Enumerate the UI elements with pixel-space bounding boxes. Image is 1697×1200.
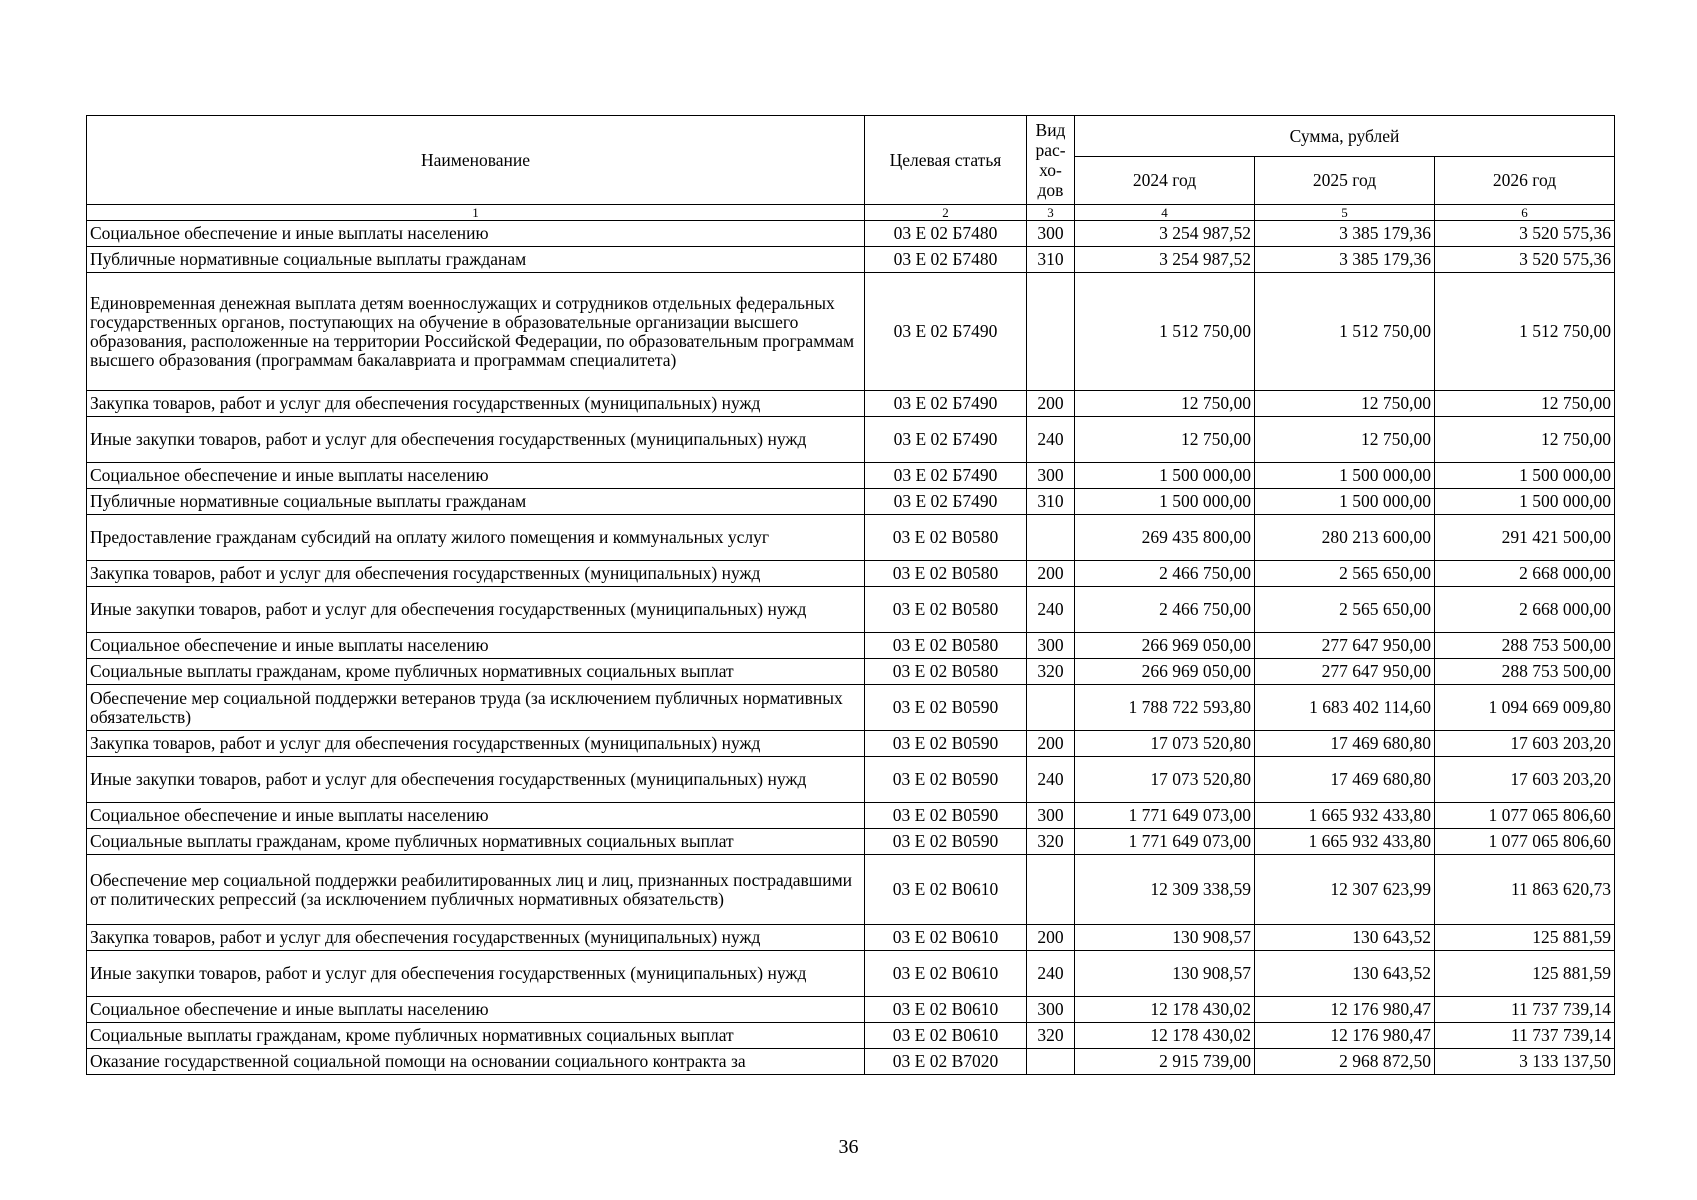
- table-row: [87, 489, 1615, 515]
- row-amount-2024: 2 466 750,00: [1075, 587, 1255, 633]
- row-name-cell: Оказание государственной социальной помощи на основании социального контракта за: [87, 1049, 865, 1075]
- budget-table-sheet: [86, 115, 1614, 1075]
- row-name-cell: Социальные выплаты гражданам, кроме публичных нормативных социальных выплат: [87, 829, 865, 855]
- row-vid-cell: 300: [1027, 633, 1075, 659]
- row-amount-2026: 288 753 500,00: [1435, 659, 1615, 685]
- row-vid-cell: 240: [1027, 757, 1075, 803]
- row-amount-2026: 1 500 000,00: [1435, 489, 1615, 515]
- row-amount-2025: 1 500 000,00: [1255, 463, 1435, 489]
- row-name-cell: Социальное обеспечение и иные выплаты населению: [87, 633, 865, 659]
- row-name-cell: Социальное обеспечение и иные выплаты населению: [87, 803, 865, 829]
- row-name-cell: Иные закупки товаров, работ и услуг для обеспечения государственных (муниципальных) нужд: [87, 951, 865, 997]
- row-amount-2025: 12 176 980,47: [1255, 1023, 1435, 1049]
- row-vid-cell: [1027, 273, 1075, 391]
- row-amount-2024: 3 254 987,52: [1075, 247, 1255, 273]
- table-row: [87, 659, 1615, 685]
- row-name-cell: Публичные нормативные социальные выплаты гражданам: [87, 489, 865, 515]
- row-amount-2026: 11 737 739,14: [1435, 997, 1615, 1023]
- table-row: [87, 561, 1615, 587]
- row-name-cell: Социальные выплаты гражданам, кроме публичных нормативных социальных выплат: [87, 659, 865, 685]
- row-amount-2026: 11 737 739,14: [1435, 1023, 1615, 1049]
- row-amount-2024: 2 915 739,00: [1075, 1049, 1255, 1075]
- row-code-cell: 03 Е 02 В0580: [865, 587, 1027, 633]
- row-amount-2026: 125 881,59: [1435, 925, 1615, 951]
- row-name-cell: Единовременная денежная выплата детям военнослужащих и сотрудников отдельных федеральных государственных органов, поступающих на обучение в образовательные организации высшего образования, расположенные на территории Российской Федерации, по образовательным программам высшего образования (программам бакалавриата и программам специалитета): [87, 273, 865, 391]
- row-amount-2024: 17 073 520,80: [1075, 757, 1255, 803]
- row-vid-cell: 200: [1027, 561, 1075, 587]
- row-amount-2025: 12 750,00: [1255, 391, 1435, 417]
- row-amount-2026: 11 863 620,73: [1435, 855, 1615, 925]
- row-amount-2026: 1 077 065 806,60: [1435, 829, 1615, 855]
- row-amount-2025: 1 683 402 114,60: [1255, 685, 1435, 731]
- table-row: [87, 221, 1615, 247]
- column-number: 3: [1027, 205, 1075, 221]
- row-name-cell: Закупка товаров, работ и услуг для обеспечения государственных (муниципальных) нужд: [87, 731, 865, 757]
- row-vid-cell: 320: [1027, 1023, 1075, 1049]
- row-vid-cell: 310: [1027, 247, 1075, 273]
- row-amount-2024: 12 750,00: [1075, 417, 1255, 463]
- row-amount-2025: 2 565 650,00: [1255, 587, 1435, 633]
- row-name-cell: Обеспечение мер социальной поддержки ветеранов труда (за исключением публичных нормативных обязательств): [87, 685, 865, 731]
- row-amount-2026: 12 750,00: [1435, 417, 1615, 463]
- row-amount-2024: 1 771 649 073,00: [1075, 829, 1255, 855]
- table-row: [87, 757, 1615, 803]
- row-name-cell: Социальное обеспечение и иные выплаты населению: [87, 221, 865, 247]
- row-amount-2025: 12 307 623,99: [1255, 855, 1435, 925]
- row-amount-2026: 3 133 137,50: [1435, 1049, 1615, 1075]
- row-amount-2026: 125 881,59: [1435, 951, 1615, 997]
- row-vid-cell: 300: [1027, 997, 1075, 1023]
- row-amount-2024: 1 771 649 073,00: [1075, 803, 1255, 829]
- column-number: 5: [1255, 205, 1435, 221]
- row-vid-cell: 320: [1027, 829, 1075, 855]
- row-amount-2025: 130 643,52: [1255, 925, 1435, 951]
- table-row: [87, 633, 1615, 659]
- row-code-cell: 03 Е 02 Б7490: [865, 463, 1027, 489]
- table-row: [87, 463, 1615, 489]
- row-code-cell: 03 Е 02 В0580: [865, 659, 1027, 685]
- row-code-cell: 03 Е 02 В0580: [865, 515, 1027, 561]
- row-amount-2024: 17 073 520,80: [1075, 731, 1255, 757]
- row-amount-2025: 3 385 179,36: [1255, 221, 1435, 247]
- table-row: [87, 731, 1615, 757]
- row-code-cell: 03 Е 02 Б7480: [865, 247, 1027, 273]
- row-amount-2026: 288 753 500,00: [1435, 633, 1615, 659]
- row-name-cell: Социальные выплаты гражданам, кроме публичных нормативных социальных выплат: [87, 1023, 865, 1049]
- row-amount-2024: 130 908,57: [1075, 951, 1255, 997]
- row-code-cell: 03 Е 02 В0580: [865, 561, 1027, 587]
- row-code-cell: 03 Е 02 В0590: [865, 803, 1027, 829]
- row-amount-2025: 1 665 932 433,80: [1255, 803, 1435, 829]
- table-row: [87, 247, 1615, 273]
- row-vid-cell: 240: [1027, 417, 1075, 463]
- table-row: [87, 1049, 1615, 1075]
- row-amount-2026: 3 520 575,36: [1435, 221, 1615, 247]
- row-code-cell: 03 Е 02 В7020: [865, 1049, 1027, 1075]
- header-sum: Сумма, рублей: [1075, 116, 1615, 157]
- table-row: [87, 997, 1615, 1023]
- row-code-cell: 03 Е 02 В0610: [865, 951, 1027, 997]
- row-name-cell: Предоставление гражданам субсидий на оплату жилого помещения и коммунальных услуг: [87, 515, 865, 561]
- table-row: [87, 925, 1615, 951]
- row-name-cell: Иные закупки товаров, работ и услуг для обеспечения государственных (муниципальных) нужд: [87, 417, 865, 463]
- row-code-cell: 03 Е 02 Б7490: [865, 417, 1027, 463]
- table-row: [87, 1023, 1615, 1049]
- row-code-cell: 03 Е 02 В0610: [865, 925, 1027, 951]
- row-amount-2025: 17 469 680,80: [1255, 731, 1435, 757]
- row-vid-cell: 240: [1027, 951, 1075, 997]
- row-amount-2024: 266 969 050,00: [1075, 659, 1255, 685]
- column-number: 6: [1435, 205, 1615, 221]
- row-amount-2026: 17 603 203,20: [1435, 731, 1615, 757]
- column-number: 4: [1075, 205, 1255, 221]
- table-row: [87, 685, 1615, 731]
- row-vid-cell: 200: [1027, 925, 1075, 951]
- row-amount-2024: 2 466 750,00: [1075, 561, 1255, 587]
- row-amount-2026: 2 668 000,00: [1435, 561, 1615, 587]
- row-code-cell: 03 Е 02 В0580: [865, 633, 1027, 659]
- row-vid-cell: 320: [1027, 659, 1075, 685]
- row-name-cell: Социальное обеспечение и иные выплаты населению: [87, 463, 865, 489]
- header-year-2026: 2026 год: [1435, 157, 1615, 205]
- row-amount-2026: 1 500 000,00: [1435, 463, 1615, 489]
- row-amount-2024: 12 178 430,02: [1075, 997, 1255, 1023]
- row-name-cell: Закупка товаров, работ и услуг для обеспечения государственных (муниципальных) нужд: [87, 391, 865, 417]
- row-code-cell: 03 Е 02 В0610: [865, 855, 1027, 925]
- row-vid-cell: [1027, 515, 1075, 561]
- row-code-cell: 03 Е 02 В0610: [865, 997, 1027, 1023]
- row-amount-2025: 17 469 680,80: [1255, 757, 1435, 803]
- row-amount-2025: 280 213 600,00: [1255, 515, 1435, 561]
- row-amount-2025: 3 385 179,36: [1255, 247, 1435, 273]
- table-row: [87, 587, 1615, 633]
- row-amount-2025: 12 750,00: [1255, 417, 1435, 463]
- row-amount-2026: 17 603 203,20: [1435, 757, 1615, 803]
- table-row: [87, 829, 1615, 855]
- row-amount-2026: 1 094 669 009,80: [1435, 685, 1615, 731]
- row-amount-2024: 269 435 800,00: [1075, 515, 1255, 561]
- row-amount-2024: 1 500 000,00: [1075, 489, 1255, 515]
- row-name-cell: Социальное обеспечение и иные выплаты населению: [87, 997, 865, 1023]
- row-amount-2024: 266 969 050,00: [1075, 633, 1255, 659]
- column-number: 2: [865, 205, 1027, 221]
- row-amount-2024: 3 254 987,52: [1075, 221, 1255, 247]
- row-amount-2026: 1 512 750,00: [1435, 273, 1615, 391]
- row-vid-cell: [1027, 855, 1075, 925]
- row-amount-2024: 1 512 750,00: [1075, 273, 1255, 391]
- row-amount-2025: 130 643,52: [1255, 951, 1435, 997]
- table-row: [87, 855, 1615, 925]
- table-row: [87, 803, 1615, 829]
- header-vid: Вид рас-хо-дов: [1027, 116, 1075, 205]
- row-name-cell: Обеспечение мер социальной поддержки реабилитированных лиц и лиц, признанных пострадавшими от политических репрессий (за исключением публичных нормативных обязательств): [87, 855, 865, 925]
- row-code-cell: 03 Е 02 Б7490: [865, 489, 1027, 515]
- row-vid-cell: 200: [1027, 731, 1075, 757]
- row-code-cell: 03 Е 02 В0590: [865, 685, 1027, 731]
- budget-table: [86, 115, 1615, 1075]
- table-row: [87, 417, 1615, 463]
- row-name-cell: Закупка товаров, работ и услуг для обеспечения государственных (муниципальных) нужд: [87, 561, 865, 587]
- row-amount-2025: 1 512 750,00: [1255, 273, 1435, 391]
- row-vid-cell: 240: [1027, 587, 1075, 633]
- row-amount-2025: 12 176 980,47: [1255, 997, 1435, 1023]
- row-amount-2024: 1 788 722 593,80: [1075, 685, 1255, 731]
- row-amount-2026: 291 421 500,00: [1435, 515, 1615, 561]
- header-year-2025: 2025 год: [1255, 157, 1435, 205]
- header-year-2024: 2024 год: [1075, 157, 1255, 205]
- row-vid-cell: 300: [1027, 803, 1075, 829]
- row-code-cell: 03 Е 02 В0590: [865, 731, 1027, 757]
- row-name-cell: Закупка товаров, работ и услуг для обеспечения государственных (муниципальных) нужд: [87, 925, 865, 951]
- row-amount-2025: 1 500 000,00: [1255, 489, 1435, 515]
- row-amount-2024: 130 908,57: [1075, 925, 1255, 951]
- table-body: [87, 221, 1615, 1075]
- row-vid-cell: 310: [1027, 489, 1075, 515]
- row-vid-cell: 300: [1027, 463, 1075, 489]
- row-name-cell: Иные закупки товаров, работ и услуг для обеспечения государственных (муниципальных) нужд: [87, 757, 865, 803]
- row-vid-cell: [1027, 1049, 1075, 1075]
- column-number-row: [87, 205, 1615, 221]
- header-code: Целевая статья: [865, 116, 1027, 205]
- row-amount-2025: 1 665 932 433,80: [1255, 829, 1435, 855]
- row-amount-2025: 277 647 950,00: [1255, 659, 1435, 685]
- header-name: Наименование: [87, 116, 865, 205]
- row-code-cell: 03 Е 02 Б7480: [865, 221, 1027, 247]
- row-amount-2024: 1 500 000,00: [1075, 463, 1255, 489]
- row-vid-cell: 200: [1027, 391, 1075, 417]
- table-row: [87, 391, 1615, 417]
- row-code-cell: 03 Е 02 В0610: [865, 1023, 1027, 1049]
- page-number: 36: [838, 1136, 859, 1158]
- table-row: [87, 951, 1615, 997]
- row-amount-2024: 12 750,00: [1075, 391, 1255, 417]
- table-row: [87, 273, 1615, 391]
- row-code-cell: 03 Е 02 Б7490: [865, 273, 1027, 391]
- row-name-cell: Публичные нормативные социальные выплаты гражданам: [87, 247, 865, 273]
- row-code-cell: 03 Е 02 В0590: [865, 757, 1027, 803]
- row-amount-2024: 12 309 338,59: [1075, 855, 1255, 925]
- row-amount-2026: 12 750,00: [1435, 391, 1615, 417]
- table-row: [87, 515, 1615, 561]
- row-amount-2025: 277 647 950,00: [1255, 633, 1435, 659]
- row-amount-2025: 2 968 872,50: [1255, 1049, 1435, 1075]
- row-vid-cell: [1027, 685, 1075, 731]
- row-amount-2026: 2 668 000,00: [1435, 587, 1615, 633]
- row-code-cell: 03 Е 02 В0590: [865, 829, 1027, 855]
- row-amount-2024: 12 178 430,02: [1075, 1023, 1255, 1049]
- row-amount-2025: 2 565 650,00: [1255, 561, 1435, 587]
- row-amount-2026: 3 520 575,36: [1435, 247, 1615, 273]
- row-code-cell: 03 Е 02 Б7490: [865, 391, 1027, 417]
- row-name-cell: Иные закупки товаров, работ и услуг для обеспечения государственных (муниципальных) нужд: [87, 587, 865, 633]
- row-vid-cell: 300: [1027, 221, 1075, 247]
- row-amount-2026: 1 077 065 806,60: [1435, 803, 1615, 829]
- column-number: 1: [87, 205, 865, 221]
